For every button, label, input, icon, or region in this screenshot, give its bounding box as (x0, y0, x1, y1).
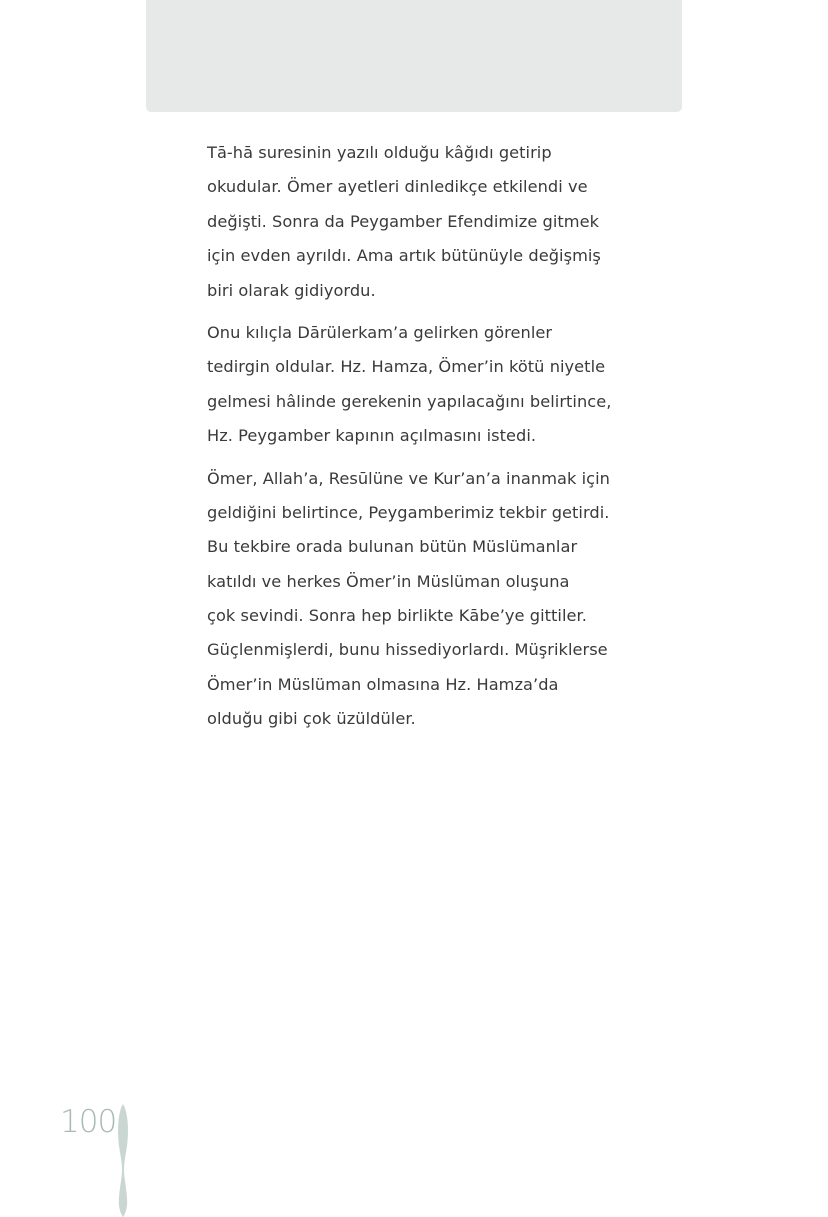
page-number: 100 (60, 1104, 117, 1140)
text-line: Güçlenmişlerdi, bunu hissediyorlardı. Müşriklerse (207, 640, 608, 660)
header-image-placeholder (146, 0, 682, 112)
text-line: tedirgin oldular. Hz. Hamza, Ömer’in kötü niyetle (207, 357, 606, 377)
text-line: çok sevindi. Sonra hep birlikte Kābe’ye gittiler. (207, 606, 587, 626)
body-text (207, 136, 637, 745)
text-line: gelmesi hâlinde gerekenin yapılacağını belirtince, (207, 391, 612, 411)
paragraph (207, 316, 637, 454)
paragraph (207, 136, 637, 308)
text-line: için evden ayrıldı. Ama artık bütünüyle değişmiş (207, 246, 601, 266)
paragraph (207, 462, 637, 737)
text-line: Ömer, Allah’a, Resūlüne ve Kur’an’a inanmak için (207, 468, 610, 488)
text-line: katıldı ve herkes Ömer’in Müslüman oluşuna (207, 571, 570, 591)
text-line: Onu kılıçla Dārülerkam’a gelirken görenler (207, 322, 553, 342)
text-line: Hz. Peygamber kapının açılmasını istedi. (207, 426, 537, 446)
text-line: Bu tekbire orada bulunan bütün Müslümanlar (207, 537, 578, 557)
text-line: geldiğini belirtince, Peygamberimiz tekbir getirdi. (207, 502, 610, 522)
leaf-ornament-icon (112, 1102, 134, 1217)
text-line: biri olarak gidiyordu. (207, 280, 376, 300)
text-line: okudular. Ömer ayetleri dinledikçe etkilendi ve (207, 177, 588, 197)
leaf-ornament-shape (118, 1104, 128, 1217)
text-line: değişti. Sonra da Peygamber Efendimize gitmek (207, 211, 600, 231)
text-line: olduğu gibi çok üzüldüler. (207, 709, 416, 729)
text-line: Tā-hā suresinin yazılı olduğu kâğıdı getirip (207, 143, 552, 162)
text-line: Ömer’in Müslüman olmasına Hz. Hamza’da (207, 674, 559, 694)
